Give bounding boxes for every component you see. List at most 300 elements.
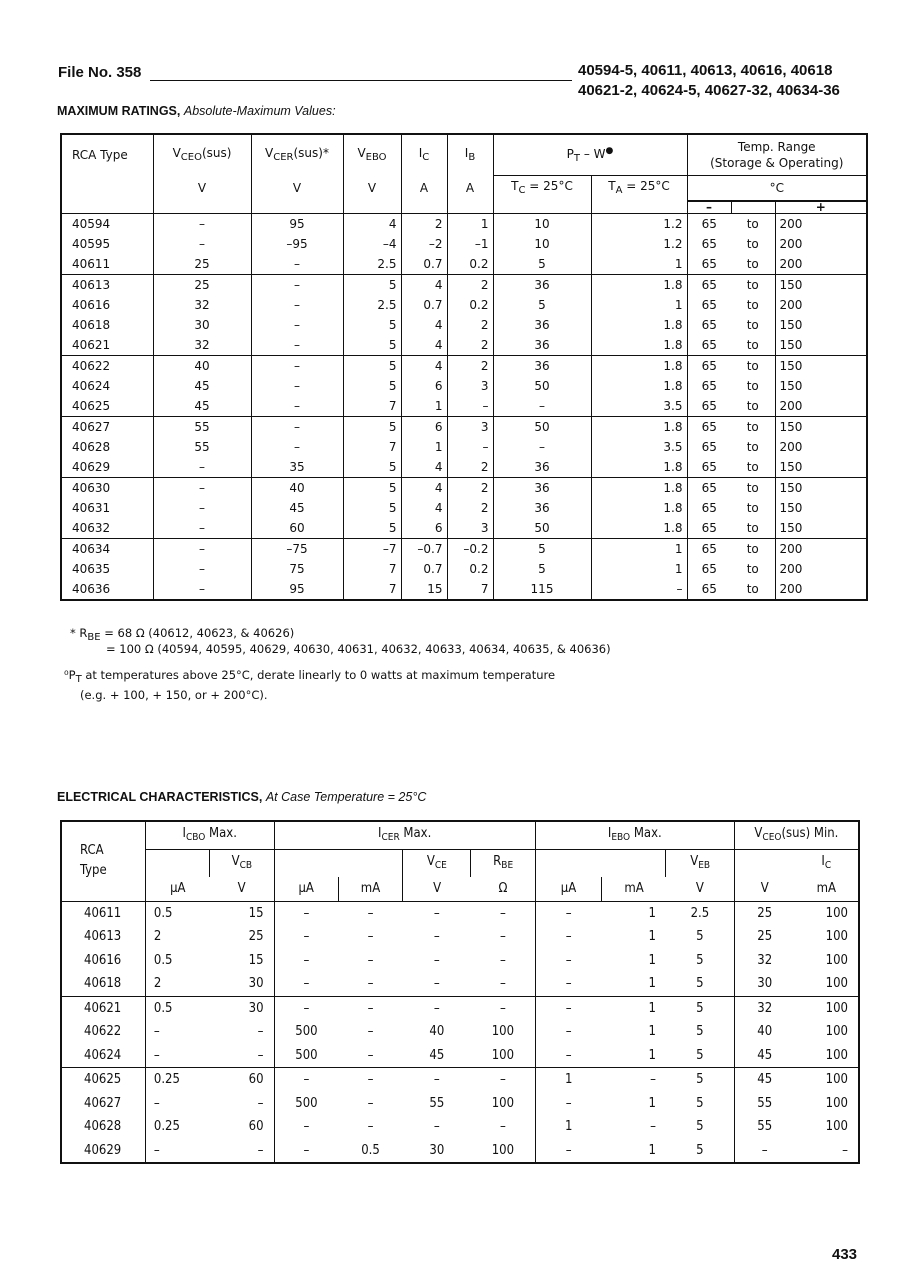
value-cell: 2 xyxy=(447,315,493,335)
value-cell: 3 xyxy=(447,376,493,396)
value-cell: 7 xyxy=(447,579,493,600)
value-cell: 5 xyxy=(696,1047,704,1063)
value-cell: 36 xyxy=(493,315,591,335)
header-vcer: $V_{CER}(sus)*$ xyxy=(251,134,343,176)
value-cell: – xyxy=(734,1139,794,1164)
value-cell: 6 xyxy=(401,416,447,437)
value-cell: 2 xyxy=(447,477,493,498)
table-row xyxy=(61,498,867,518)
value-cell: 200 xyxy=(775,254,867,275)
max-ratings-title: MAXIMUM RATINGS, Absolute-Maximum Values: xyxy=(57,104,336,118)
table-row xyxy=(61,538,867,559)
value-cell: 100 xyxy=(825,1024,848,1040)
table-row xyxy=(61,416,867,437)
unit-vebo: V xyxy=(343,176,401,202)
type-cell: 40627 xyxy=(61,416,153,437)
value-cell: – xyxy=(145,1092,209,1116)
value-cell: 1 xyxy=(648,1024,656,1040)
value-cell: 5 xyxy=(666,996,734,1020)
value-cell: 4 xyxy=(401,355,447,376)
value-cell: – xyxy=(433,976,440,992)
value-cell: 60 xyxy=(251,518,343,539)
type-cell: 40634 xyxy=(61,538,153,559)
value-cell: – xyxy=(257,1047,264,1063)
value-cell: – xyxy=(274,949,338,973)
type-cell: 40624 xyxy=(84,1047,122,1063)
value-cell: 25 xyxy=(153,254,251,275)
value-cell: 200 xyxy=(775,538,867,559)
value-cell: 15 xyxy=(401,579,447,600)
type-cell: 40621 xyxy=(72,337,111,352)
file-number: File No. 358 xyxy=(58,64,142,81)
value-cell: 2 xyxy=(447,335,493,356)
value-cell: 32 xyxy=(734,996,794,1020)
value-cell: – xyxy=(274,901,338,925)
value-cell: 65 xyxy=(687,579,731,600)
value-cell: 5 xyxy=(343,416,401,437)
value-cell: 45 xyxy=(153,376,251,396)
value-cell: – xyxy=(153,518,251,539)
type-cell: 40621 xyxy=(61,996,145,1020)
value-cell: – xyxy=(274,996,338,1020)
value-cell: 0.5 xyxy=(361,1142,380,1158)
value-cell: to xyxy=(746,500,759,515)
value-cell: – xyxy=(650,1119,656,1135)
header-vce: $V_{CE}$ xyxy=(403,850,471,878)
value-cell: 1 xyxy=(648,976,656,992)
table-row xyxy=(61,1115,859,1139)
value-cell: to xyxy=(746,520,759,535)
type-cell: 40632 xyxy=(72,520,111,535)
type-cell: 40611 xyxy=(61,901,145,925)
value-cell: 1 xyxy=(401,396,447,417)
header-deg-c: °C xyxy=(687,176,867,202)
note-rbe-line-2: = 100 Ω (40594, 40595, 40629, 40630, 40631, 40632, 40633, 40634, 40635, & 40636) xyxy=(106,642,611,656)
value-cell: to xyxy=(731,477,775,498)
part-numbers-line-1: 40594-5, 40611, 40613, 40616, 40618 xyxy=(578,62,833,79)
value-cell: 95 xyxy=(251,579,343,600)
value-cell: – xyxy=(403,1068,471,1092)
value-cell: 500 xyxy=(274,1020,338,1044)
value-cell: 7 xyxy=(343,579,401,600)
header-pt: $P_T - W^●$ xyxy=(493,134,687,176)
value-cell: – xyxy=(257,1142,264,1158)
value-cell: 40 xyxy=(251,477,343,498)
value-cell: 50 xyxy=(493,416,591,437)
value-cell: 25 xyxy=(734,901,794,925)
value-cell: – xyxy=(251,315,343,335)
value-cell: 5 xyxy=(343,518,401,539)
value-cell: 4 xyxy=(343,213,401,234)
value-cell: 3 xyxy=(447,518,493,539)
value-cell: 5 xyxy=(343,477,401,498)
table-row xyxy=(61,437,867,457)
value-cell: 15 xyxy=(210,901,274,925)
table-row xyxy=(61,559,867,579)
value-cell: 5 xyxy=(343,498,401,518)
header-ic: $I_C$ xyxy=(401,134,447,176)
table-row xyxy=(61,518,867,539)
value-cell: 1.8 xyxy=(591,315,687,335)
table-row xyxy=(61,925,859,949)
type-cell: 40595 xyxy=(72,236,111,251)
max-ratings-body xyxy=(61,213,867,600)
type-cell: 40611 xyxy=(72,256,111,271)
header-ic: $I_C$ xyxy=(795,850,859,878)
table-row xyxy=(61,996,859,1020)
value-cell: 65 xyxy=(687,396,731,417)
part-numbers-line-2: 40621-2, 40624-5, 40627-32, 40634-36 xyxy=(578,82,840,99)
value-cell: 100 xyxy=(795,996,859,1020)
value-cell: 65 xyxy=(687,416,731,437)
value-cell: – xyxy=(535,1139,601,1164)
unit-vcer: V xyxy=(251,176,343,202)
value-cell: 5 xyxy=(343,355,401,376)
value-cell: – xyxy=(433,1119,440,1135)
value-cell: 1 xyxy=(648,1047,656,1063)
value-cell: to xyxy=(746,459,759,474)
value-cell: – xyxy=(535,996,601,1020)
value-cell: 10 xyxy=(493,234,591,254)
value-cell: 36 xyxy=(493,355,591,376)
value-cell: 150 xyxy=(775,498,867,518)
value-cell: – xyxy=(535,1044,601,1068)
value-cell: 0.5 xyxy=(145,996,209,1020)
value-cell: 36 xyxy=(493,335,591,356)
unit-cell: mA xyxy=(816,881,836,897)
value-cell: – xyxy=(842,1142,848,1158)
value-cell: 55 xyxy=(429,1095,445,1111)
value-cell: 1 xyxy=(591,559,687,579)
value-cell: – xyxy=(499,929,506,945)
value-cell: 55 xyxy=(734,1092,794,1116)
value-cell: 55 xyxy=(153,437,251,457)
value-cell: –1 xyxy=(447,234,493,254)
value-cell: 150 xyxy=(775,416,867,437)
value-cell: – xyxy=(145,1044,209,1068)
value-cell: 0.25 xyxy=(145,1068,209,1092)
value-cell: 5 xyxy=(696,976,704,992)
value-cell: 150 xyxy=(775,518,867,539)
value-cell: 2 xyxy=(447,457,493,478)
value-cell: 1 xyxy=(602,901,666,925)
value-cell: 40 xyxy=(734,1020,794,1044)
value-cell: – xyxy=(602,1068,666,1092)
value-cell: – xyxy=(403,996,471,1020)
header-vebo: $V_{EBO}$ xyxy=(343,134,401,176)
header-rca-type: RCA Type xyxy=(72,148,128,163)
type-cell: 40629 xyxy=(72,459,111,474)
value-cell: 2 xyxy=(145,925,209,949)
value-cell: – xyxy=(257,1024,264,1040)
value-cell: 65 xyxy=(687,355,731,376)
value-cell: – xyxy=(535,972,601,996)
value-cell: – xyxy=(433,952,440,968)
value-cell: 1 xyxy=(591,254,687,275)
value-cell: 65 xyxy=(687,254,731,275)
type-cell: 40618 xyxy=(84,976,122,992)
value-cell: – xyxy=(471,996,535,1020)
value-cell: 150 xyxy=(775,477,867,498)
max-ratings-table xyxy=(60,133,868,601)
value-cell: 36 xyxy=(493,274,591,295)
header-rule xyxy=(150,80,572,81)
value-cell: 7 xyxy=(343,437,401,457)
unit-cell: μA xyxy=(145,877,209,901)
value-cell: 1.8 xyxy=(591,335,687,356)
value-cell: 100 xyxy=(825,929,848,945)
value-cell: – xyxy=(145,1139,209,1164)
value-cell: – xyxy=(153,457,251,478)
value-cell: 5 xyxy=(696,1024,704,1040)
value-cell: 0.2 xyxy=(447,295,493,315)
table-row xyxy=(61,901,859,925)
header-ta: $T_A = 25^\circ C$ xyxy=(591,176,687,202)
value-cell: 60 xyxy=(210,1068,274,1092)
value-cell: 200 xyxy=(775,234,867,254)
value-cell: 100 xyxy=(825,952,848,968)
value-cell: 40 xyxy=(153,355,251,376)
type-cell: 40622 xyxy=(84,1024,122,1040)
value-cell: – xyxy=(493,437,591,457)
value-cell: – xyxy=(591,579,687,600)
table-row xyxy=(61,1139,859,1164)
value-cell: 50 xyxy=(493,376,591,396)
value-cell: 1 xyxy=(648,952,656,968)
unit-cell: μA xyxy=(274,877,338,901)
value-cell: 1.8 xyxy=(591,457,687,478)
header-iebo: $I_{EBO}$ Max. xyxy=(535,821,734,850)
table-row xyxy=(61,579,867,600)
value-cell: 32 xyxy=(153,335,251,356)
value-cell: 1.8 xyxy=(591,477,687,498)
value-cell: 0.2 xyxy=(447,254,493,275)
value-cell: 7 xyxy=(343,559,401,579)
header-rbe: $R_{BE}$ xyxy=(471,850,535,878)
value-cell: –7 xyxy=(343,538,401,559)
value-cell: 40 xyxy=(429,1024,445,1040)
type-cell: 40635 xyxy=(72,561,111,576)
value-cell: 0.7 xyxy=(401,559,447,579)
table-row xyxy=(61,315,867,335)
note-pt-line-2: (e.g. + 100, + 150, or + 200°C). xyxy=(80,688,268,702)
value-cell: to xyxy=(731,213,775,234)
value-cell: – xyxy=(153,234,251,254)
value-cell: 0.25 xyxy=(145,1115,209,1139)
value-cell: – xyxy=(251,355,343,376)
unit-vceo: V xyxy=(153,176,251,202)
value-cell: – xyxy=(153,213,251,234)
value-cell: 65 xyxy=(687,477,731,498)
electrical-table xyxy=(60,820,860,1164)
value-cell: – xyxy=(535,1092,601,1116)
value-cell: 3.5 xyxy=(591,437,687,457)
value-cell: – xyxy=(447,396,493,417)
unit-cell: V xyxy=(734,877,794,901)
value-cell: to xyxy=(746,378,759,393)
value-cell: 1 xyxy=(591,295,687,315)
value-cell: 150 xyxy=(775,315,867,335)
type-cell: 40616 xyxy=(84,952,122,968)
table-row xyxy=(61,274,867,295)
type-cell: 40625 xyxy=(72,398,111,413)
value-cell: –0.2 xyxy=(447,538,493,559)
value-cell: – xyxy=(367,1024,374,1040)
type-cell: 40613 xyxy=(84,929,122,945)
table-row xyxy=(61,477,867,498)
value-cell: 60 xyxy=(248,1119,264,1135)
value-cell: 1.8 xyxy=(591,518,687,539)
value-cell: 1.8 xyxy=(591,376,687,396)
value-cell: 15 xyxy=(248,952,264,968)
value-cell: 1.8 xyxy=(591,498,687,518)
value-cell: – xyxy=(338,901,402,925)
value-cell: – xyxy=(535,925,601,949)
value-cell: 100 xyxy=(491,1047,515,1063)
header-tc: $T_C = 25^\circ C$ xyxy=(493,176,591,202)
type-cell: 40628 xyxy=(84,1119,122,1135)
table-row xyxy=(61,295,867,315)
value-cell: – xyxy=(251,396,343,417)
value-cell: 2.5 xyxy=(666,901,734,925)
value-cell: 1.8 xyxy=(591,355,687,376)
value-cell: 25 xyxy=(153,274,251,295)
value-cell: – xyxy=(535,949,601,973)
value-cell: 45 xyxy=(734,1068,794,1092)
table-row xyxy=(61,1044,859,1068)
value-cell: 200 xyxy=(775,579,867,600)
header-icer: $I_{CER}$ Max. xyxy=(274,821,535,850)
value-cell: – xyxy=(274,1139,338,1164)
value-cell: to xyxy=(746,581,759,596)
unit-cell: V xyxy=(695,881,704,897)
unit-cell: mA xyxy=(602,877,666,901)
value-cell: 4 xyxy=(401,315,447,335)
value-cell: – xyxy=(251,295,343,315)
value-cell: – xyxy=(251,274,343,295)
value-cell: 5 xyxy=(343,376,401,396)
table-row xyxy=(61,213,867,234)
value-cell: 65 xyxy=(687,457,731,478)
header-temp-range: Temp. Range (Storage & Operating) xyxy=(687,134,867,176)
value-cell: – xyxy=(447,437,493,457)
value-cell: –75 xyxy=(251,538,343,559)
type-cell: 40594 xyxy=(61,213,153,234)
page-number: 433 xyxy=(832,1246,858,1263)
value-cell: to xyxy=(746,297,759,312)
unit-cell: V xyxy=(403,877,471,901)
value-cell: – xyxy=(251,376,343,396)
value-cell: 55 xyxy=(153,416,251,437)
value-cell: 6 xyxy=(401,518,447,539)
value-cell: 36 xyxy=(493,457,591,478)
value-cell: – xyxy=(274,972,338,996)
value-cell: to xyxy=(746,439,759,454)
value-cell: 0.7 xyxy=(401,254,447,275)
value-cell: 45 xyxy=(429,1047,445,1063)
value-cell: – xyxy=(367,929,374,945)
type-cell: 40613 xyxy=(61,274,153,295)
value-cell: 30 xyxy=(153,315,251,335)
table-row xyxy=(61,457,867,478)
value-cell: 65 xyxy=(687,498,731,518)
temp-max-sign: + xyxy=(775,201,867,213)
value-cell: 3 xyxy=(447,416,493,437)
table-row xyxy=(61,254,867,275)
value-cell: 55 xyxy=(734,1115,794,1139)
electrical-body xyxy=(61,901,859,1163)
value-cell: 65 xyxy=(687,518,731,539)
value-cell: – xyxy=(257,1095,264,1111)
value-cell: – xyxy=(153,579,251,600)
type-cell: 40627 xyxy=(84,1095,122,1111)
value-cell: 30 xyxy=(734,972,794,996)
value-cell: 115 xyxy=(493,579,591,600)
type-cell: 40618 xyxy=(72,317,111,332)
header-ib: $I_B$ xyxy=(447,134,493,176)
value-cell: – xyxy=(274,1068,338,1092)
value-cell: 1.8 xyxy=(591,274,687,295)
value-cell: to xyxy=(731,416,775,437)
value-cell: – xyxy=(367,1047,374,1063)
value-cell: 4 xyxy=(401,335,447,356)
value-cell: 1 xyxy=(591,538,687,559)
value-cell: 10 xyxy=(493,213,591,234)
value-cell: 1 xyxy=(648,1095,656,1111)
value-cell: to xyxy=(746,337,759,352)
value-cell: 5 xyxy=(493,559,591,579)
value-cell: 500 xyxy=(274,1092,338,1116)
value-cell: 45 xyxy=(251,498,343,518)
value-cell: – xyxy=(274,1115,338,1139)
value-cell: 100 xyxy=(795,901,859,925)
value-cell: 5 xyxy=(343,335,401,356)
type-cell: 40616 xyxy=(72,297,111,312)
value-cell: – xyxy=(499,952,506,968)
type-cell: 40630 xyxy=(61,477,153,498)
value-cell: 2 xyxy=(447,498,493,518)
value-cell: 45 xyxy=(153,396,251,417)
value-cell: 0.5 xyxy=(145,949,209,973)
value-cell: 4 xyxy=(401,274,447,295)
value-cell: – xyxy=(251,335,343,356)
table-row xyxy=(61,396,867,417)
value-cell: – xyxy=(471,1068,535,1092)
value-cell: 30 xyxy=(429,1142,445,1158)
type-cell: 40636 xyxy=(72,581,111,596)
unit-cell: Ω xyxy=(498,881,508,897)
value-cell: – xyxy=(251,416,343,437)
value-cell: – xyxy=(493,396,591,417)
value-cell: – xyxy=(367,952,374,968)
table-row xyxy=(61,376,867,396)
value-cell: 1.8 xyxy=(591,416,687,437)
value-cell: 1 xyxy=(602,996,666,1020)
value-cell: – xyxy=(338,1068,402,1092)
value-cell: 32 xyxy=(734,949,794,973)
value-cell: to xyxy=(746,256,759,271)
value-cell: 150 xyxy=(775,335,867,356)
value-cell: 150 xyxy=(775,376,867,396)
value-cell: 5 xyxy=(696,1142,704,1158)
value-cell: 0.7 xyxy=(401,295,447,315)
header-vceo: $V_{CEO}(sus)$ xyxy=(153,134,251,176)
value-cell: 150 xyxy=(775,355,867,376)
value-cell: – xyxy=(251,437,343,457)
type-cell: 40624 xyxy=(72,378,111,393)
value-cell: 500 xyxy=(274,1044,338,1068)
value-cell: 5 xyxy=(343,274,401,295)
